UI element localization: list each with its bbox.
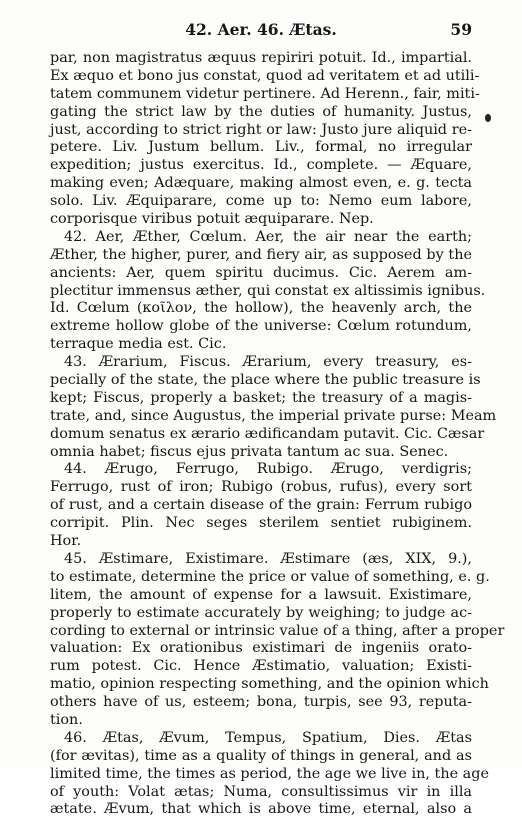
text-line: 46. Ætas, Ævum, Tempus, Spatium, Dies. Ætas [64,729,472,746]
text-line: limited time, the times as period, the age we live in, the age [50,765,489,782]
text-line: 44. Ærugo, Ferrugo, Rubigo. Ærugo, verdigris; [64,461,472,478]
text-line: ætate. Ævum, that which is above time, eternal, also a [50,801,472,818]
text-line: of youth: Volat ætas; Numa, consultissimus vir in illa [50,783,472,800]
text-line: petere. Liv. Justum bellum. Liv., formal, no irregular [50,139,472,156]
text-line: Æther, the higher, purer, and fiery air, as supposed by the [50,246,472,263]
text-line: matio, opinion respecting something, and the opinion which [50,676,489,693]
text-line: cording to external or intrinsic value of a thing, after a proper [50,622,505,639]
text-line: pecially of the state, the place where the public treasure is [50,372,481,389]
text-line: 43. Ærarium, Fiscus. Ærarium, every treasury, es- [64,354,472,371]
text-line: corripit. Plin. Nec seges sterilem sentiet rubiginem. [50,515,472,532]
running-title: 42. Aer. 46. Ætas. [185,20,337,39]
text-line: extreme hollow globe of the universe: Cœlum rotundum, [50,318,472,335]
running-header [50,20,472,40]
text-line: just, according to strict right or law: Justo jure aliquid re- [50,121,472,138]
text-line: others have of us, esteem; bona, turpis, see 93, reputa- [50,694,472,711]
text-line: par, non magistratus æquus repiriri potuit. Id., impartial. [50,50,472,66]
text-line: trate, and, since Augustus, the imperial private purse: Meam [50,407,497,424]
text-line: omnia habet; fiscus ejus privata tantum ac sua. Senec. [50,443,449,460]
body-text [50,50,505,819]
text-line: kept; Fiscus, properly a basket; the treasury of a magis- [50,389,472,406]
text-line: expedition; justus exercitus. Id., complete. — Æquare, [50,157,472,174]
ink-spot [485,114,491,122]
text-line: 42. Aer, Æther, Cœlum. Aer, the air near the earth; [64,228,472,245]
text-line: plectitur immensus æther, qui constat ex altissimis ignibus. [50,282,486,299]
text-line: Hor. [50,533,82,550]
text-line: terraque media est. Cic. [50,336,227,353]
text-line: litem, the amount of expense for a lawsuit. Existimare, [50,586,472,603]
text-line: Ferrugo, rust of iron; Rubigo (robus, rufus), every sort [50,479,472,496]
text-line: rum potest. Cic. Hence Æstimatio, valuation; Existi- [50,658,472,675]
text-line: ancients: Aer, quem spiritu ducimus. Cic. Aerem am- [50,264,472,281]
text-line: gating the strict law by the duties of humanity. Justus, [50,103,472,120]
text-line: of rust, and a certain disease of the grain: Ferrum rubigo [50,497,472,514]
text-line: making even; Adæquare, making almost even, e. g. tecta [50,175,472,192]
text-line: to estimate, determine the price or value of something, e. g. [50,568,490,585]
text-line: Id. Cœlum (κοῖλον, the hollow), the heavenly arch, the [50,300,472,317]
text-line: 45. Æstimare, Existimare. Æstimare (æs, XIX, 9.), [64,550,472,567]
text-line: Ex æquo et bono jus constat, quod ad veritatem et ad utili- [50,67,480,84]
text-line: properly to estimate accurately by weighing; to judge ac- [50,604,472,621]
text-line: solo. Liv. Æquiparare, come up to: Nemo eum labore, [50,193,472,210]
text-line: tion. [50,711,83,728]
text-line: valuation: Ex orationibus existimari de ingeniis orato- [50,640,472,657]
text-line: (for ævitas), time as a quality of things in general, and as [50,747,472,764]
page-number: 59 [450,20,472,39]
text-line: domum senatus ex ærario ædificandam putavit. Cic. Cæsar [50,425,485,442]
text-line: corporisque viribus potuit æquiparare. Nep. [50,211,374,228]
text-line: tatem communem videtur pertinere. Ad Herenn., fair, miti- [50,85,480,102]
